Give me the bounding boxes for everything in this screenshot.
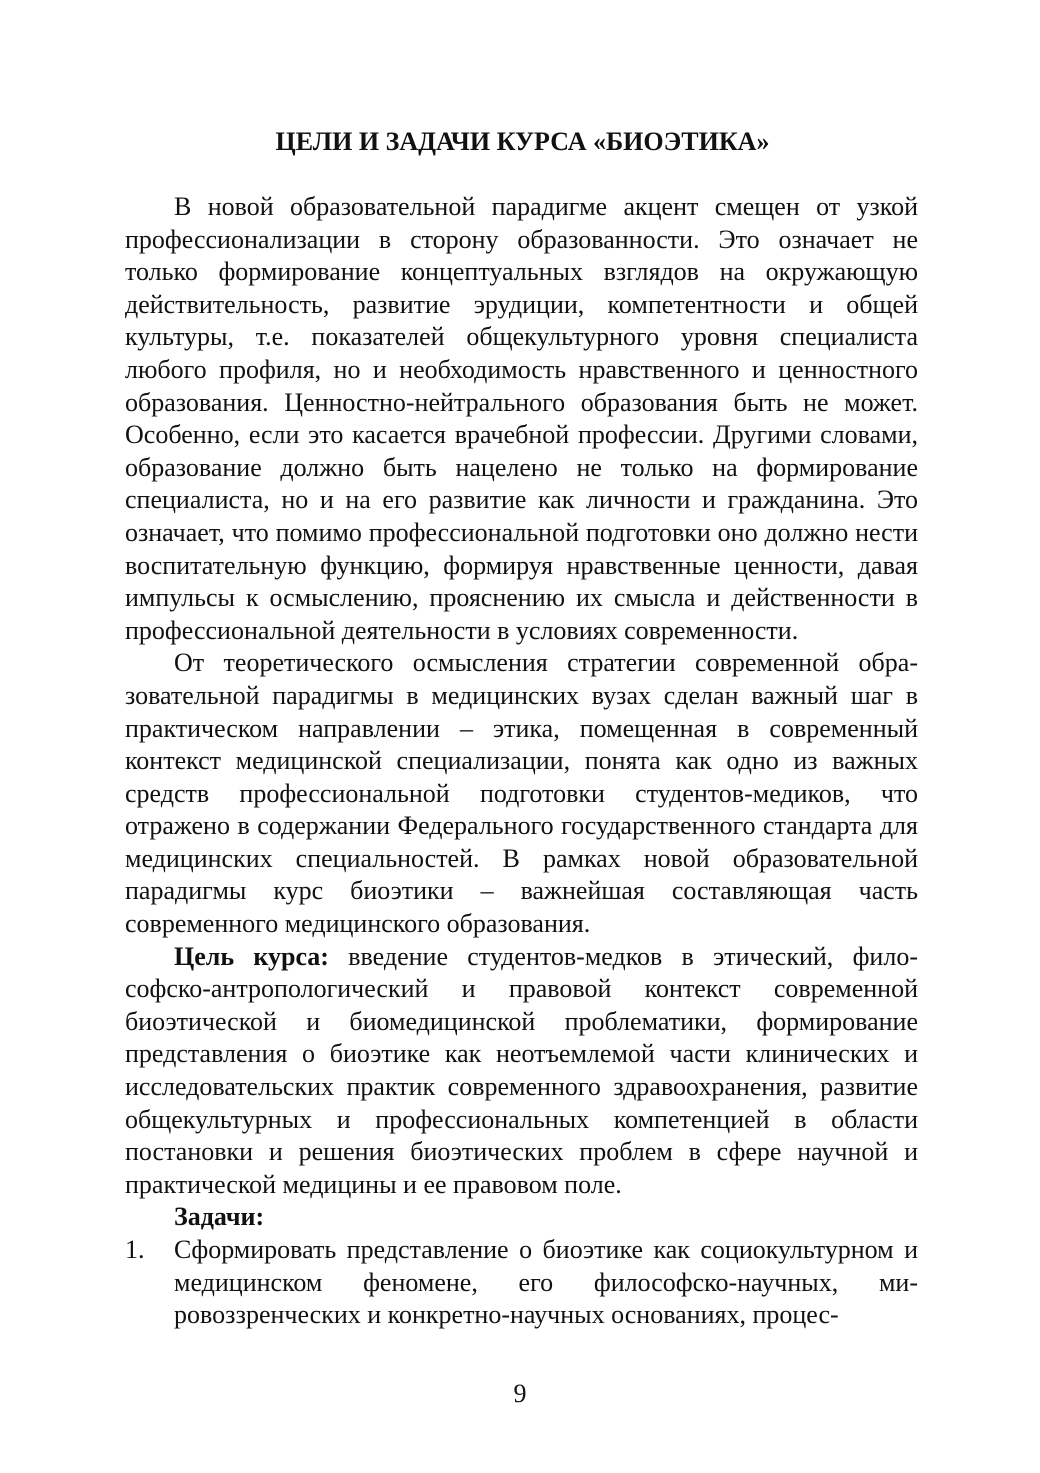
goal-paragraph [125,941,918,1202]
body-text [125,191,918,1332]
task-item [125,1234,918,1332]
task-number: 1. [125,1235,145,1264]
paragraph-1: В новой образовательной парадигме акцент смещен от узкой профессионализации в сторону образованности. Это означает не только формирование концептуальных взглядов на окружающую действительность, развитие эрудиции, компетентности и общей культуры, т.е. показателей общекультурного уровня специалиста любого профиля, но и необходимость нравственного и ценностного образования. Ценностно-нейтрального образования быть не может. Особенно, если это касается врачебной профессии. Другими словами, образование должно быть нацелено не только на формирование специалиста, но и на его развитие как личности и гражданина. Это означает, что помимо профессиональной подготовки оно должно нести воспитательную функцию, формируя нравственные ценности, давая импульсы к осмыслению, прояснению их смысла и действенности в профессиональной деятельности в условиях современности. [125,192,918,645]
goal-text: введение студентов-медков в этический, философско-антропологический и правовой контекст современной биоэтической и биомедицинской проблематики, формирование представления о биоэтике как неотъемлемой части клинических и исследовательских практик современного здравоохранения, развитие общекультурных и профессиональных компетенцией в области постановки и решения биоэтических проблем в сфере научной и практической медицины и ее правовом поле. [125,941,918,1199]
goal-label: Цель курса: [174,941,329,971]
page-title: ЦЕЛИ И ЗАДАЧИ КУРСА «БИОЭТИКА» [275,127,770,156]
paragraph-2: От теоретического осмысления стратегии современной образовательной парадигмы в медицинских вузах сделан важный шаг в практическом направлении – этика, помещенная в современный контекст медицинской специализации, понята как одно из важных средств профессиональной подготовки студентов-медиков, что отражено в содержании Федерального государственного стандарта для медицинских специальностей. В рамках новой образовательной парадигмы курс биоэтики – важнейшая составляющая часть современного медицинского образования. [125,648,918,939]
page-number: 9 [513,1379,527,1408]
tasks-heading: Задачи: [174,1202,265,1232]
task-text: Сформировать представление о биоэтике как социокультурном и медицинском феномене, его философско-научных, мировоззренческих и конкретно-научных основаниях, процес- [174,1235,918,1330]
